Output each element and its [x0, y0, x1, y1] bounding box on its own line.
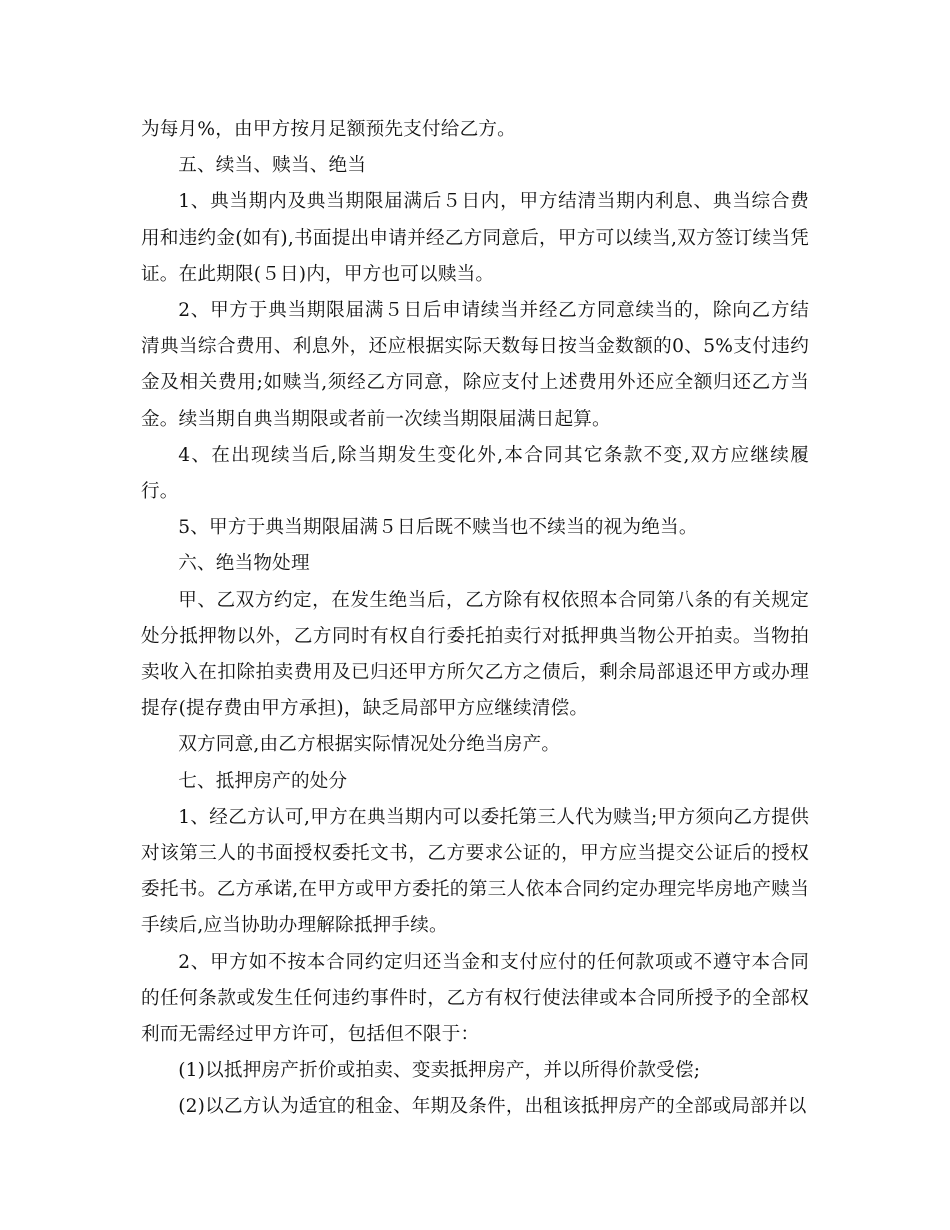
paragraph-renewal-clause-5: 5、甲方于典当期限届满５日后既不赎当也不续当的视为绝当。	[178, 517, 698, 539]
section-heading-renewal: 五、续当、赎当、绝当	[178, 155, 367, 177]
section-heading-forfeiture: 六、绝当物处理	[178, 553, 310, 575]
section-heading-disposal: 七、抵押房产的处分	[178, 770, 348, 792]
paragraph-forfeiture-agreement: 双方同意,由乙方根据实际情况处分绝当房产。	[178, 734, 561, 756]
paragraph-renewal-clause-4: 4、在出现续当后,除当期发生变化外,本合同其它条款不变,双方应继续履行。	[141, 444, 809, 503]
document-body	[141, 112, 809, 1126]
paragraph-disposal-clause-2: 2、甲方如不按本合同约定归还当金和支付应付的任何款项或不遵守本合同的任何条款或发生任何违约事件时，乙方有权行使法律或本合同所授予的全部权利而无需经过甲方许可，包括但不限于：	[141, 951, 809, 1046]
paragraph-forfeiture-terms: 甲、乙双方约定，在发生绝当后，乙方除有权依照本合同第八条的有关规定处分抵押物以外，乙方同时有权自行委托拍卖行对抵押典当物公开拍卖。当物拍卖收入在扣除拍卖费用及已归还甲方所欠乙方之债后，剩余局部退还甲方或办理提存(提存费由甲方承担)，缺乏局部甲方应继续清偿。	[141, 589, 809, 720]
paragraph-disposal-item-1: (1)以抵押房产折价或拍卖、变卖抵押房产，并以所得价款受偿;	[178, 1060, 701, 1082]
paragraph-renewal-clause-2: 2、甲方于典当期限届满５日后申请续当并经乙方同意续当的，除向乙方结清典当综合费用、利息外，还应根据实际天数每日按当金数额的0、5%支付违约金及相关费用;如赎当,须经乙方同意，除应支付上述费用外还应全额归还乙方当金。续当期自典当期限或者前一次续当期限届满日起算。	[141, 300, 809, 430]
paragraph-renewal-clause-1: 1、典当期内及典当期限届满后５日内，甲方结清当期内利息、典当综合费用和违约金(如有),书面提出申请并经乙方同意后，甲方可以续当,双方签订续当凭证。在此期限(５日)内，甲方也可以赎当。	[141, 191, 809, 285]
paragraph-disposal-clause-1: 1、经乙方认可,甲方在典当期内可以委托第三人代为赎当;甲方须向乙方提供对该第三人的书面授权委托文书，乙方要求公证的，甲方应当提交公证后的授权委托书。乙方承诺,在甲方或甲方委托的第三人依本合同约定办理完毕房地产赎当手续后,应当协助办理解除抵押手续。	[141, 806, 809, 937]
paragraph-monthly-payment: 为每月%，由甲方按月足额预先支付给乙方。	[141, 119, 516, 140]
paragraph-disposal-item-2: (2)以乙方认为适宜的租金、年期及条件，出租该抵押房产的全部或局部并以	[178, 1096, 807, 1118]
